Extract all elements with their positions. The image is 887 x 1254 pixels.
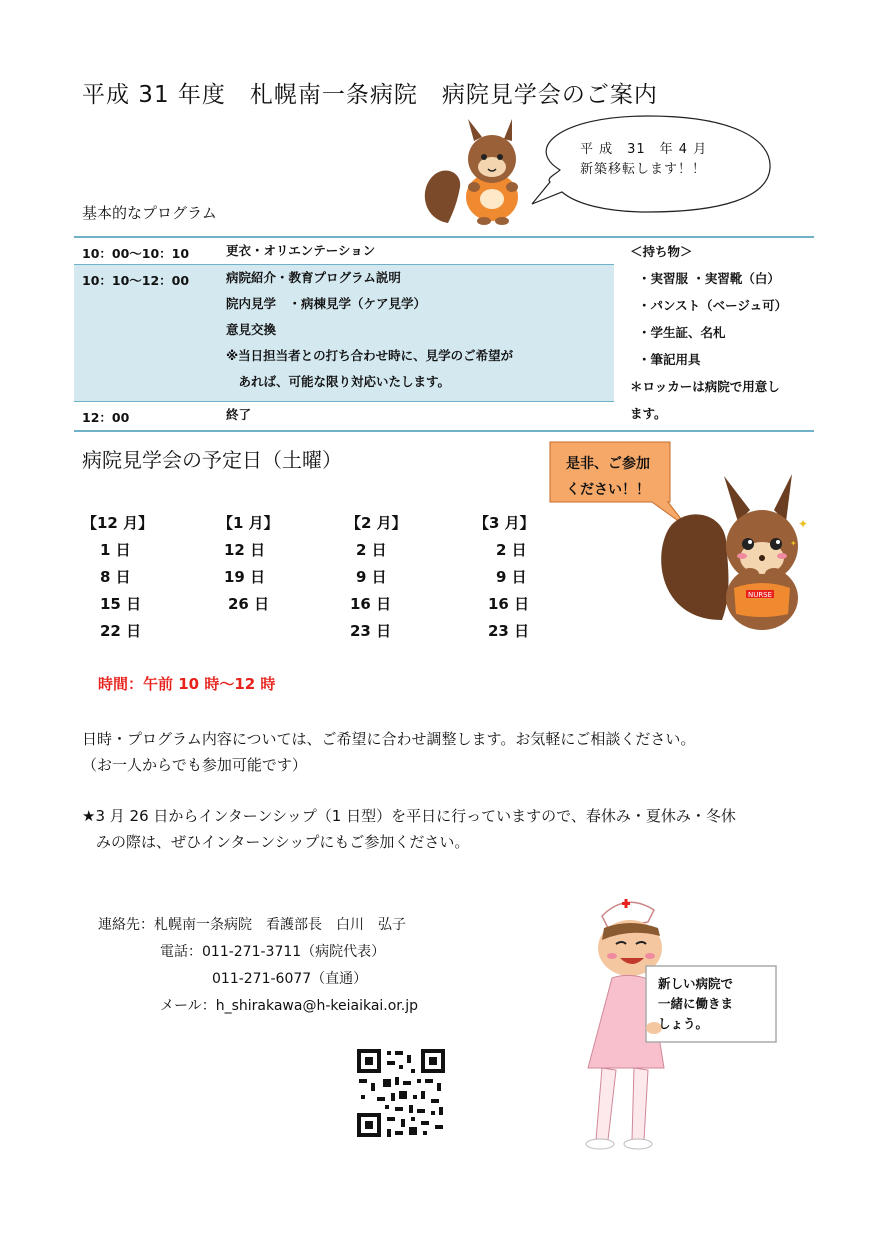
- callout-text: 是非、ご参加 ください！！: [566, 456, 650, 498]
- svg-text:✦: ✦: [790, 539, 797, 548]
- phone-direct: 011-271-6077（直通）: [212, 971, 368, 987]
- date-item: 26 日: [228, 595, 270, 613]
- date-item: 16 日: [350, 595, 392, 613]
- program-table: [74, 236, 614, 432]
- internship-note-cont: みの際は、ぜひインターンシップにもご参加ください。: [96, 833, 470, 851]
- date-item: 19 日: [224, 568, 266, 586]
- svg-text:✦: ✦: [798, 517, 809, 531]
- schedule-heading: 病院見学会の予定日（土曜）: [82, 448, 342, 472]
- contact-line: 連絡先：札幌南一条病院 看護部長 白川 弘子: [98, 917, 406, 933]
- time-info: 時間：午前 10 時〜12 時: [98, 675, 276, 693]
- month-label: 【1 月】: [218, 514, 279, 532]
- month-label: 【12 月】: [82, 514, 154, 532]
- squirrel-nurse-icon: [652, 470, 812, 642]
- date-item: 12 日: [224, 541, 266, 559]
- internship-note: ★3 月 26 日からインターンシップ（1 日型）を平日に行っていますので、春休み・夏休み・冬休: [82, 807, 736, 825]
- phone-main: 電話：011-271-3711（病院代表）: [160, 944, 386, 960]
- page-title: 平成 31 年度 札幌南一条病院 病院見学会のご案内: [82, 82, 658, 108]
- nurse-sign-text: 新しい病院で 一緒に働きま しょう。: [658, 976, 734, 1031]
- date-item: 9 日: [496, 568, 527, 586]
- belongings-box: ＜持ち物＞ ・実習服 ・実習靴（白） ・パンスト（ベージュ可） ・学生証、名札 ・筆記用具 ＊ロッカーは病院で用意し ます。: [614, 236, 814, 432]
- program-row: 12：00 終了: [82, 407, 252, 425]
- date-item: 2 日: [496, 541, 527, 559]
- nurse-badge: NURSE: [747, 591, 773, 599]
- date-item: 22 日: [100, 622, 142, 640]
- date-item: 1 日: [100, 541, 131, 559]
- date-item: 23 日: [488, 622, 530, 640]
- qr-code-icon: [355, 1047, 447, 1139]
- program-row: 10：10〜12：00 病院紹介・教育プログラム説明 院内見学 ・病棟見学（ケア見学） 意見交換 ※当日担当者との打ち合わせ時に、見学のご希望が あれば、可能な限り対応いたします。: [74, 265, 614, 402]
- date-item: 15 日: [100, 595, 142, 613]
- email-address[interactable]: メール：h_shirakawa@h-keiaikai.or.jp: [160, 998, 419, 1014]
- program-heading: 基本的なプログラム: [82, 204, 217, 222]
- date-item: 8 日: [100, 568, 131, 586]
- month-label: 【3 月】: [474, 514, 535, 532]
- date-item: 9 日: [356, 568, 387, 586]
- date-item: 23 日: [350, 622, 392, 640]
- date-item: 2 日: [356, 541, 387, 559]
- date-item: 16 日: [488, 595, 530, 613]
- bubble-text: 平 成 31 年 4 月 新築移転します！！: [580, 142, 708, 177]
- adjustment-note: 日時・プログラム内容については、ご希望に合わせ調整します。お気軽にご相談ください。: [82, 730, 696, 748]
- month-label: 【2 月】: [346, 514, 407, 532]
- program-row: 10：00〜10：10 更衣・オリエンテーション: [74, 238, 614, 265]
- solo-note: （お一人からでも参加可能です）: [82, 756, 307, 774]
